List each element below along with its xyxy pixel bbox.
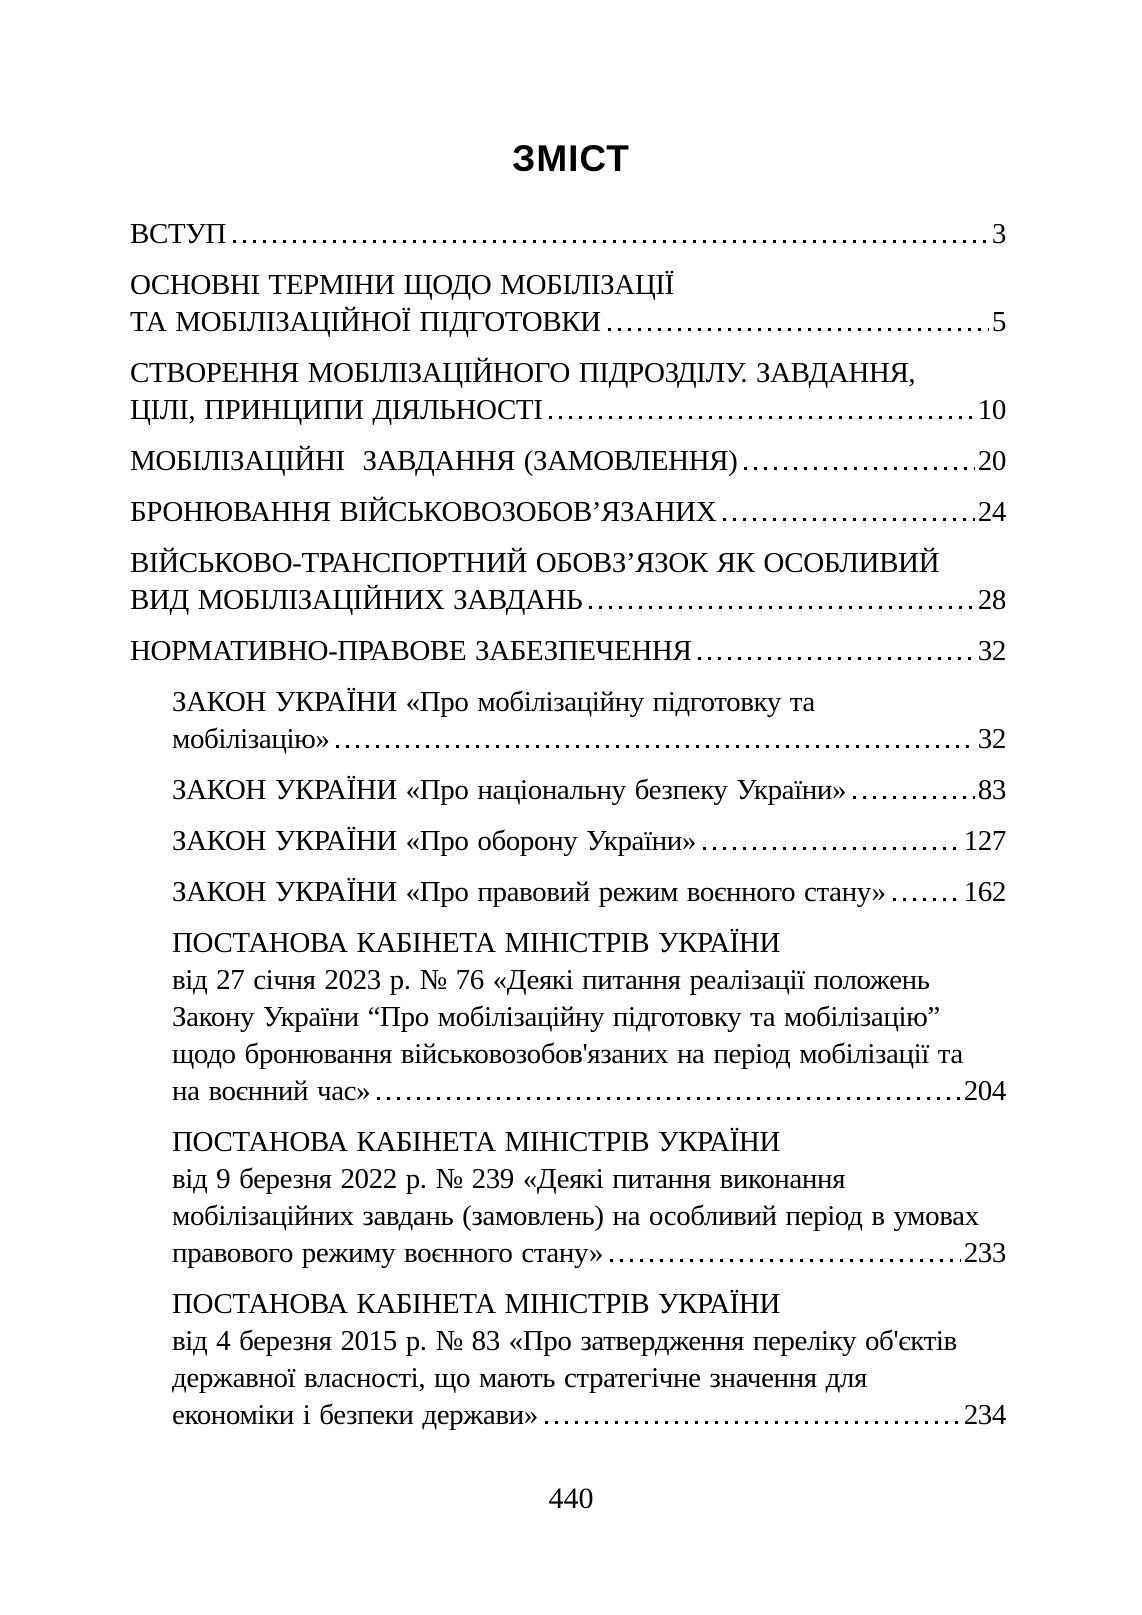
toc-entry-text: від 27 січня 2023 р. № 76 «Деякі питання реалізації положень xyxy=(172,964,930,996)
dot-leader xyxy=(893,898,961,901)
toc-entry-line xyxy=(172,684,1006,721)
dot-leader xyxy=(698,657,974,660)
toc-entry-line xyxy=(172,1397,1006,1434)
toc-entry-line xyxy=(172,1073,1006,1110)
toc-entry-text: від 4 березня 2015 р. № 83 «Про затвердження переліку об'єктів xyxy=(172,1325,957,1357)
dot-leader xyxy=(608,328,989,331)
toc-entry xyxy=(130,925,1006,1110)
toc-entry-line xyxy=(172,925,1006,962)
toc-entry-line xyxy=(130,582,1006,619)
toc-entry-text: ВСТУП xyxy=(130,218,226,250)
toc-page-number: 32 xyxy=(977,723,1006,755)
toc-page-number: 83 xyxy=(977,774,1006,806)
toc-entry xyxy=(130,494,1006,531)
dot-leader xyxy=(853,796,975,799)
toc-entry-text: ВИД МОБІЛІЗАЦІЙНИХ ЗАВДАНЬ xyxy=(130,584,583,616)
toc-entry xyxy=(130,772,1006,809)
dot-leader xyxy=(233,240,989,243)
toc-entry-line xyxy=(172,823,1006,860)
footer-page-number: 440 xyxy=(548,1482,594,1515)
toc-entry-text: мобілізаційних завдань (замовлень) на особливий період в умовах xyxy=(172,1200,979,1232)
toc-entry xyxy=(130,823,1006,860)
toc-entry-line xyxy=(172,721,1006,758)
toc-entry-text: ПОСТАНОВА КАБІНЕТА МІНІСТРІВ УКРАЇНИ xyxy=(172,1288,780,1320)
toc-entry-text: державної власності, що мають стратегічне значення для xyxy=(172,1362,867,1394)
toc-page-number: 233 xyxy=(963,1237,1006,1269)
dot-leader xyxy=(744,467,974,470)
toc-entry-line xyxy=(172,1161,1006,1198)
toc-entry-text: економіки і безпеки держави» xyxy=(172,1399,538,1431)
toc-entry-line xyxy=(172,1036,1006,1073)
toc-entry-text: правового режиму воєнного стану» xyxy=(172,1237,603,1269)
toc-entry xyxy=(130,1286,1006,1434)
toc-entry-text: ПОСТАНОВА КАБІНЕТА МІНІСТРІВ УКРАЇНИ xyxy=(172,1126,780,1158)
toc-entry xyxy=(130,684,1006,758)
toc-entry xyxy=(130,874,1006,911)
toc-entry-text: мобілізацію» xyxy=(172,723,330,755)
toc-entry xyxy=(130,216,1006,253)
toc-entry-line xyxy=(172,999,1006,1036)
toc-entry-line xyxy=(130,494,1006,531)
toc-page-number: 28 xyxy=(977,584,1006,616)
toc-entry-line xyxy=(130,633,1006,670)
dot-leader xyxy=(610,1259,961,1262)
dot-leader xyxy=(723,518,975,521)
toc-entry-line xyxy=(130,304,1006,341)
toc-entry-text: щодо бронювання військовозобов'язаних на період мобілізації та xyxy=(172,1038,963,1070)
toc-entry-line xyxy=(130,443,1006,480)
dot-leader xyxy=(703,847,961,850)
toc-entry-line xyxy=(130,267,1006,304)
toc-entry-line xyxy=(172,772,1006,809)
toc-entry-text: ТА МОБІЛІЗАЦІЙНОЇ ПІДГОТОВКИ xyxy=(130,306,601,338)
toc-entry xyxy=(130,1124,1006,1272)
toc-list xyxy=(130,216,1006,1448)
toc-entry-line xyxy=(172,1323,1006,1360)
toc-page-number: 5 xyxy=(991,306,1006,338)
toc-entry-line xyxy=(130,216,1006,253)
toc-entry-text: МОБІЛІЗАЦІЙНІ ЗАВДАННЯ (ЗАМОВЛЕННЯ) xyxy=(130,445,738,477)
dot-leader xyxy=(549,416,974,419)
dot-leader xyxy=(589,606,974,609)
toc-entry-line xyxy=(130,545,1006,582)
toc-entry-line xyxy=(172,1286,1006,1323)
toc-entry-line xyxy=(172,1198,1006,1235)
toc-page-number: 32 xyxy=(977,635,1006,667)
page-title: ЗМІСТ xyxy=(512,138,630,179)
toc-entry-text: ВІЙСЬКОВО-ТРАНСПОРТНИЙ ОБОВЗ’ЯЗОК ЯК ОСОБЛИВИЙ xyxy=(130,547,940,579)
toc-entry-text: ПОСТАНОВА КАБІНЕТА МІНІСТРІВ УКРАЇНИ xyxy=(172,927,780,959)
toc-entry-line xyxy=(130,355,1006,392)
toc-entry-text: НОРМАТИВНО-ПРАВОВЕ ЗАБЕЗПЕЧЕННЯ xyxy=(130,635,692,667)
dot-leader xyxy=(545,1421,961,1424)
toc-entry-text: ЗАКОН УКРАЇНИ «Про національну безпеку України» xyxy=(172,774,847,806)
toc-entry-text: ЗАКОН УКРАЇНИ «Про правовий режим воєнного стану» xyxy=(172,876,886,908)
toc-entry-text: БРОНЮВАННЯ ВІЙСЬКОВОЗОБОВ’ЯЗАНИХ xyxy=(130,496,717,528)
toc-entry-text: ОСНОВНІ ТЕРМІНИ ЩОДО МОБІЛІЗАЦІЇ xyxy=(130,269,674,301)
toc-entry-line xyxy=(172,1124,1006,1161)
toc-page-number: 234 xyxy=(963,1399,1006,1431)
toc-entry xyxy=(130,355,1006,429)
toc-entry-line xyxy=(130,392,1006,429)
toc-entry-text: СТВОРЕННЯ МОБІЛІЗАЦІЙНОГО ПІДРОЗДІЛУ. ЗАВДАННЯ, xyxy=(130,357,916,389)
toc-entry xyxy=(130,633,1006,670)
toc-page-number: 20 xyxy=(977,445,1006,477)
toc-entry-text: від 9 березня 2022 р. № 239 «Деякі питання виконання xyxy=(172,1163,846,1195)
toc-page-number: 162 xyxy=(963,876,1006,908)
toc-entry-line xyxy=(172,1235,1006,1272)
dot-leader xyxy=(377,1097,960,1100)
toc-entry xyxy=(130,545,1006,619)
toc-page-number: 24 xyxy=(977,496,1006,528)
toc-page-number: 10 xyxy=(977,394,1006,426)
toc-entry-text: на воєнний час» xyxy=(172,1075,371,1107)
toc-page-number: 204 xyxy=(963,1075,1006,1107)
toc-entry-line xyxy=(172,962,1006,999)
dot-leader xyxy=(336,745,974,748)
toc-entry-line xyxy=(172,874,1006,911)
toc-entry-text: ЗАКОН УКРАЇНИ «Про мобілізаційну підготовку та xyxy=(172,686,815,718)
toc-entry-text: ЗАКОН УКРАЇНИ «Про оборону України» xyxy=(172,825,697,857)
toc-page-number: 3 xyxy=(991,218,1006,250)
toc-page-number: 127 xyxy=(963,825,1006,857)
toc-entry-text: ЦІЛІ, ПРИНЦИПИ ДІЯЛЬНОСТІ xyxy=(130,394,543,426)
toc-entry-text: Закону України “Про мобілізаційну підготовку та мобілізацію” xyxy=(172,1001,940,1033)
toc-entry xyxy=(130,443,1006,480)
toc-entry-line xyxy=(172,1360,1006,1397)
toc-entry xyxy=(130,267,1006,341)
